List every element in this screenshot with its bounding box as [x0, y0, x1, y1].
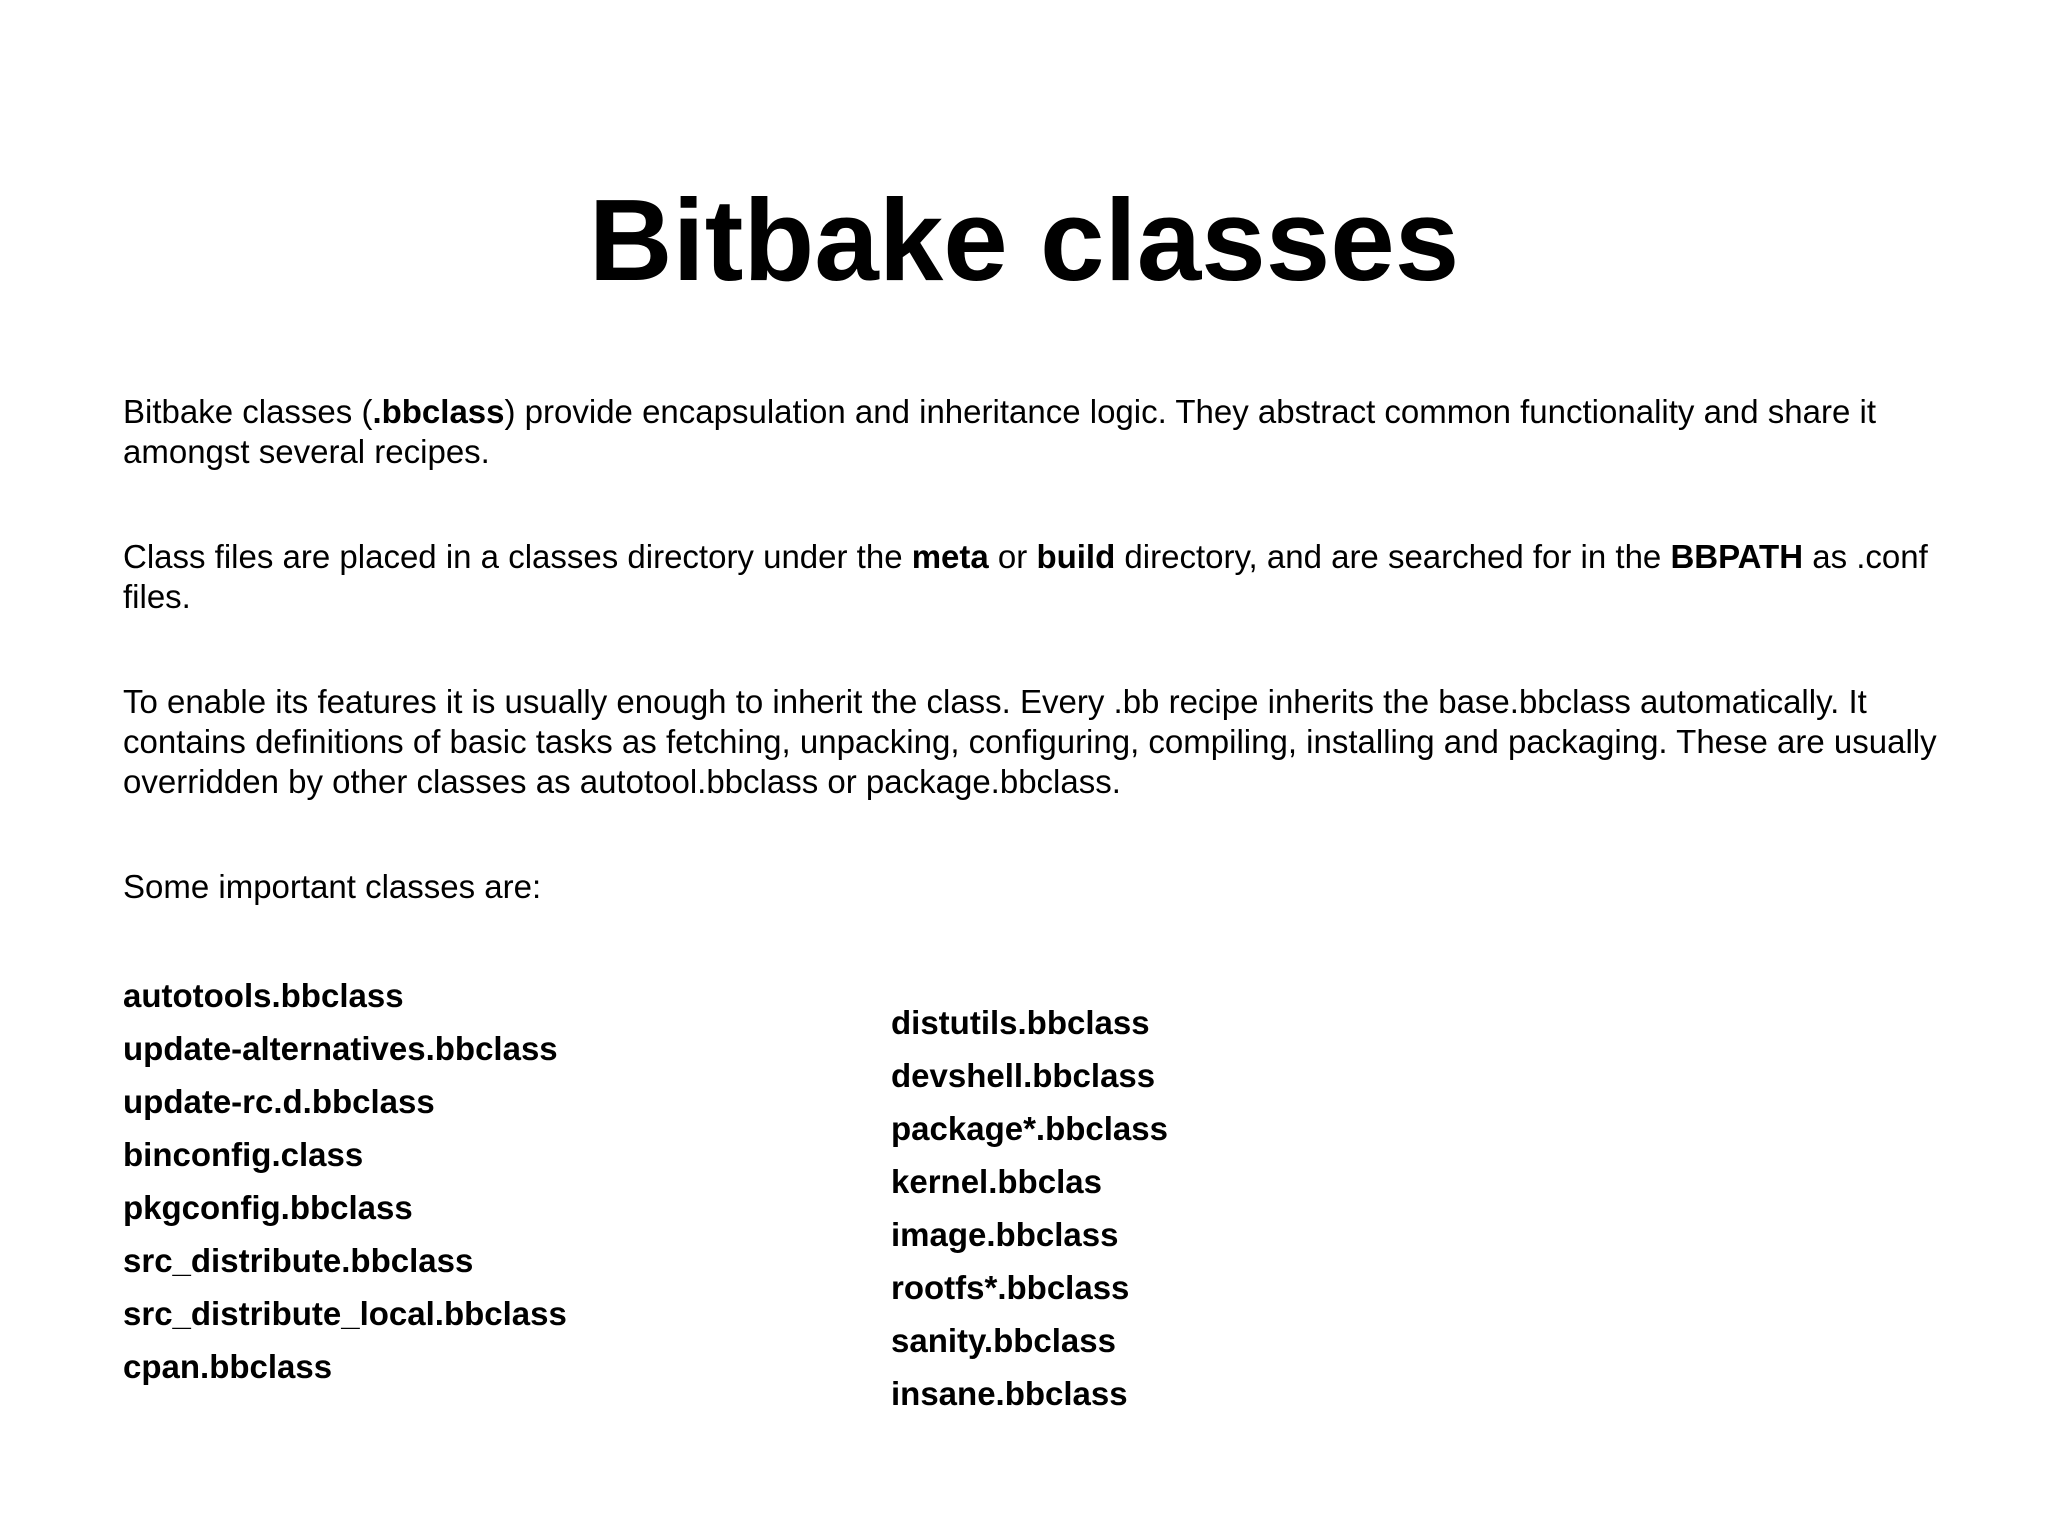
text-fragment: Bitbake classes (: [123, 393, 373, 430]
class-list-right: [891, 996, 1168, 1420]
text-fragment: ) provide encapsulation and inheritance logic. They abstract common functionality and share it amongst several recipes.: [123, 393, 1877, 470]
class-list-left: [123, 969, 567, 1393]
class-item: rootfs*.bbclass: [891, 1269, 1130, 1306]
bold-term-bbpath: BBPATH: [1670, 538, 1804, 575]
text-fragment: directory, and are searched for in the: [1115, 538, 1671, 575]
text-fragment: as .conf files.: [123, 538, 1928, 615]
class-item: sanity.bbclass: [891, 1322, 1116, 1359]
bold-term-build: build: [1036, 538, 1116, 575]
class-item: update-alternatives.bbclass: [123, 1030, 558, 1067]
class-item: kernel.bbclas: [891, 1163, 1102, 1200]
text-fragment: or: [988, 538, 1037, 575]
class-item: pkgconfig.bbclass: [123, 1189, 413, 1226]
class-item: cpan.bbclass: [123, 1348, 333, 1385]
paragraph-important-classes: Some important classes are:: [123, 868, 542, 905]
class-item: autotools.bbclass: [123, 977, 404, 1014]
slide-title: Bitbake classes: [588, 175, 1460, 305]
paragraph-inheritance: To enable its features it is usually enough to inherit the class. Every .bb recipe inherits the base.bbclass automatically. It contains definitions of basic tasks as fetching, unpacking, configuring, compiling, installing and packaging. These are usually overridden by other classes as autotool.bbclass or package.bbclass.: [123, 683, 1937, 800]
class-item: src_distribute.bbclass: [123, 1242, 474, 1279]
class-item: package*.bbclass: [891, 1110, 1168, 1147]
bold-term-bbclass: .bbclass: [372, 393, 505, 430]
class-item: insane.bbclass: [891, 1375, 1128, 1412]
text-fragment: Class files are placed in a classes directory under the: [123, 538, 912, 575]
class-item: distutils.bbclass: [891, 1004, 1150, 1041]
paragraph-bbclass-intro: [123, 392, 1943, 472]
class-item: src_distribute_local.bbclass: [123, 1295, 567, 1332]
bold-term-meta: meta: [911, 538, 989, 575]
class-item: devshell.bbclass: [891, 1057, 1156, 1094]
paragraph-class-files: [123, 537, 1943, 617]
class-item: binconfig.class: [123, 1136, 364, 1173]
class-item: image.bbclass: [891, 1216, 1119, 1253]
class-item: update-rc.d.bbclass: [123, 1083, 435, 1120]
